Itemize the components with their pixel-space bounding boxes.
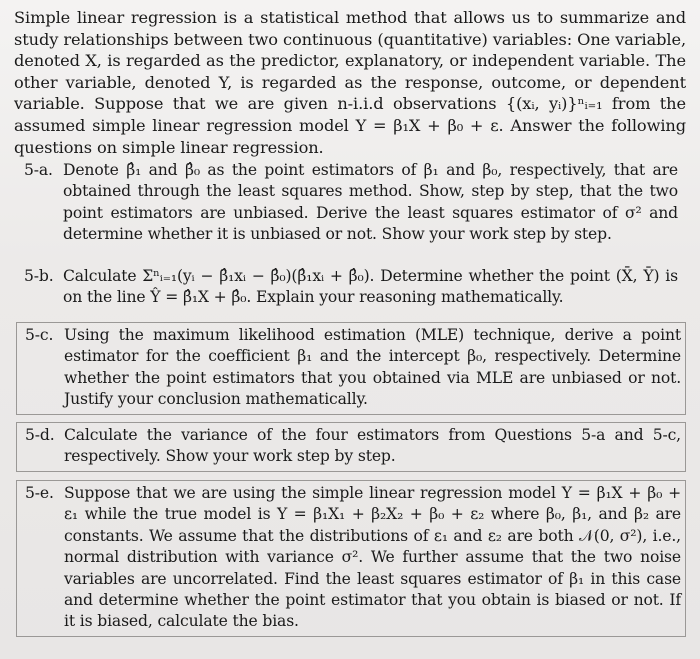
question-5a — [16, 158, 682, 249]
question-text: Suppose that we are using the simple linear regression model Y = β₁X + β₀ + ε₁ while the true model is Y = β₁X₁ + β₂X₂ + β₀ + ε₂ where β₀, β₁, and β₂ are constants. We assume that the distributions of ε₁ and ε₂ are both 𝒩(0, σ²), i.e., normal distribution with variance σ². We further assume that the two noise variables are uncorrelated. Find the least squares estimator of β₁ in this case and determine whether the point estimator that you obtain is biased or not. If it is biased, calculate the bias. — [64, 484, 682, 631]
question-text: Denote β̂₁ and β̂₀ as the point estimators of β₁ and β₀, respectively, that are obtained through the least squares method. Show, step by step, that the two point estimators are unbiased. Derive the least squares estimator of σ² and determine whether it is unbiased or not. Show your work step by step. — [63, 161, 678, 244]
question-text: Using the maximum likelihood estimation (MLE) technique, derive a point estimator for the coefficient β₁ and the intercept β₀, respectively. Determine whether the point estimators that you obtained via MLE are unbiased or not. Justify your conclusion mathematically. — [64, 326, 681, 409]
question-5e — [16, 480, 686, 637]
question-text: Calculate Σⁿᵢ₌₁(yᵢ − β̂₁xᵢ − β̂₀)(β̂₁xᵢ + β̂₀). Determine whether the point (X̄, Ȳ) is on the line Ŷ = β̂₁X + β̂₀. Explain your reasoning mathematically. — [63, 267, 678, 307]
question-text: Calculate the variance of the four estimators from Questions 5-a and 5-c, respectively. Show your work step by step. — [64, 426, 681, 466]
question-label: 5-e. — [25, 484, 54, 502]
question-label: 5-c. — [25, 326, 54, 344]
question-5b — [16, 264, 682, 312]
question-label: 5-b. — [24, 267, 54, 285]
question-label: 5-a. — [24, 161, 53, 179]
intro-paragraph: Simple linear regression is a statistical method that allows us to summarize and study relationships between two continuous (quantitative) variables: One variable, denoted X, is regarded as the predictor, explanatory, or independent variable. The other variable, denoted Y, is regarded as the response, outcome, or dependent variable. Suppose that we are given n-i.i.d observations {(xᵢ, yᵢ)}ⁿᵢ₌₁ from the assumed simple linear regression model Y = β₁X + β₀ + ε. Answer the following questions on simple linear regression. — [14, 8, 686, 157]
question-label: 5-d. — [25, 426, 55, 444]
question-5c — [16, 322, 686, 415]
question-5d — [16, 422, 686, 472]
